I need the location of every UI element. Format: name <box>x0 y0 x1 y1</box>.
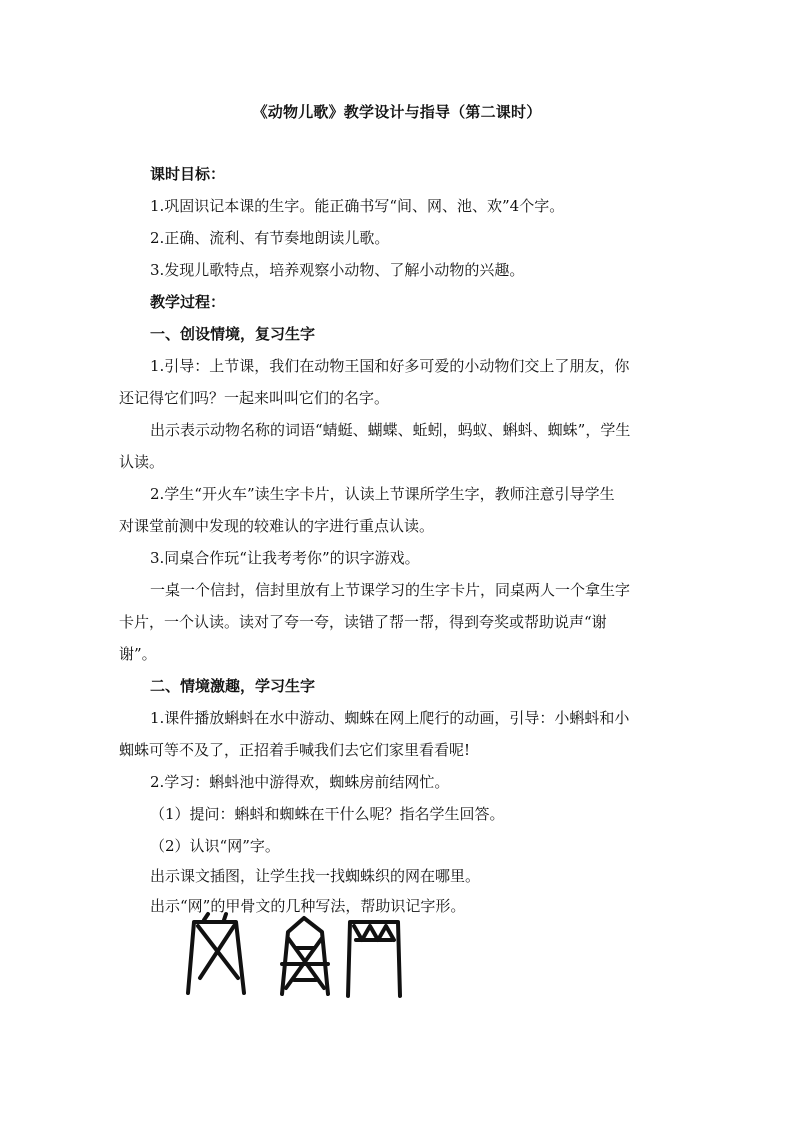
subsection-heading: 一、创设情境，复习生字 <box>150 325 316 343</box>
paragraph-line: 认读。 <box>119 453 165 471</box>
oracle-form-1 <box>188 914 244 993</box>
paragraph-line: 2.学生“开火车”读生字卡片，认读上节课所学生字，教师注意引导学生 <box>150 485 615 503</box>
paragraph-line: （1）提问：蝌蚪和蜘蛛在干什么呢？指名学生回答。 <box>150 805 505 823</box>
paragraph-line: 卡片，一个认读。读对了夸一夸，读错了帮一帮，得到夸奖或帮助说声“谢 <box>119 613 607 631</box>
oracle-bone-wang-illustration <box>178 908 408 1008</box>
objective-item: 2.正确、流利、有节奏地朗读儿歌。 <box>150 229 390 247</box>
paragraph-line: 3.同桌合作玩“让我考考你”的识字游戏。 <box>150 549 420 567</box>
paragraph-line: 一桌一个信封，信封里放有上节课学习的生字卡片，同桌两人一个拿生字 <box>150 581 631 599</box>
subsection-heading: 二、情境激趣，学习生字 <box>150 677 316 695</box>
oracle-form-2 <box>282 918 328 994</box>
paragraph-line: 出示“网”的甲骨文的几种写法，帮助识记字形。 <box>150 897 466 915</box>
section-heading-objectives: 课时目标： <box>150 165 226 183</box>
paragraph-line: 1.课件播放蝌蚪在水中游动、蜘蛛在网上爬行的动画，引导：小蝌蚪和小 <box>150 709 630 727</box>
oracle-form-3 <box>348 922 400 996</box>
paragraph-line: 蜘蛛可等不及了，正招着手喊我们去它们家里看看呢! <box>119 741 471 759</box>
paragraph-line: 对课堂前测中发现的较难认的字进行重点认读。 <box>119 517 435 535</box>
objective-item: 3.发现儿歌特点，培养观察小动物、了解小动物的兴趣。 <box>150 261 525 279</box>
paragraph-line: 1.引导：上节课，我们在动物王国和好多可爱的小动物们交上了朋友，你 <box>150 357 630 375</box>
paragraph-line: 出示表示动物名称的词语“蜻蜓、蝴蝶、蚯蚓，蚂蚁、蝌蚪、蜘蛛”，学生 <box>150 421 631 439</box>
paragraph-line: 2.学习：蝌蚪池中游得欢，蜘蛛房前结网忙。 <box>150 773 450 791</box>
paragraph-line: 谢”。 <box>119 645 157 663</box>
document-title: 《动物儿歌》教学设计与指导（第二课时） <box>252 103 542 121</box>
section-heading-process: 教学过程： <box>150 293 226 311</box>
paragraph-line: 出示课文插图，让学生找一找蜘蛛织的网在哪里。 <box>150 867 481 885</box>
paragraph-line: （2）认识“网”字。 <box>150 837 280 855</box>
objective-item: 1.巩固识记本课的生字。能正确书写“间、网、池、欢”4个字。 <box>150 197 565 215</box>
paragraph-line: 还记得它们吗？一起来叫叫它们的名字。 <box>119 389 390 407</box>
